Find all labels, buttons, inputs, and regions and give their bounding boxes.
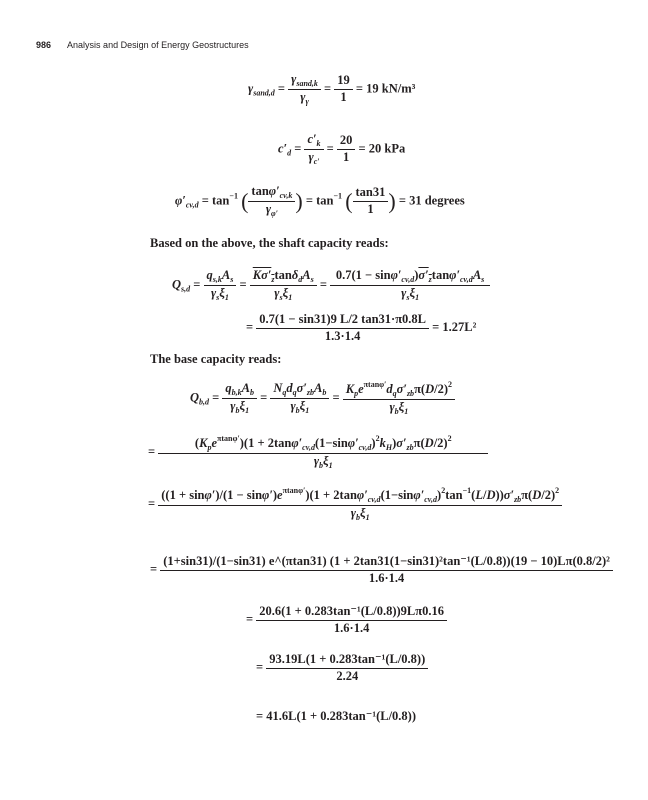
equation-base-capacity: $Q_{b,d}$ = $\frac{q_{b,k}A_b}{\gamma_b\xi_1}$ = $\frac{N_qd_q\sigma'_{zb}A_b}{\gamma_b\xi_1}$ = $\frac{K_pe^{\pi tan\varphi'}d_q\sigma'_{zb}\pi(D/2)^2}{\gamma_b\xi_1}$ [190,380,455,417]
equation-shaft-line2: = $\frac{0.7(1 - \sin 31)9 L/2 \tan 31\cdot\pi 0.8L}{1.3\cdot 1.4}$ = 1.27L² [246,312,477,343]
shaft-result: = 1.27L² [432,320,477,334]
equation-base-line4: = $\frac{\text{20.6(1 + 0.283tan⁻¹(L/0.8))9Lπ0.16}}{1.6\cdot 1.4}$ [246,604,447,636]
shaft-intro-text: Based on the above, the shaft capacity reads: [150,236,389,250]
equation-shaft-capacity: $Q_{s,d}$ = $\frac{q_{s,k}A_s}{\gamma_s\xi_1}$ = $\frac{K\sigma'_z\tan\delta_dA_s}{\gamma_s\xi_1}$ = $\frac{0.7(1 - \sin\varphi'_{cv,d})\sigma'_z\tan\varphi'_{cv,d}A_s}{\gamma_s\xi_1}$ [172,268,490,303]
cohesion-result: = 20 kPa [358,141,406,156]
equation-base-line1: = $\frac{(K_pe^{\pi tan\varphi'})(1 + 2\tan\varphi'_{cv,d}(1-\sin\varphi'_{cv,d})^2k_H)\sigma'_{zb}\pi(D/2)^2}{\gamma_b\xi_1}$ [148,434,488,471]
page-number: 986 [36,40,52,50]
phi-result: = 31 degrees [398,193,465,208]
page-header [36,40,249,50]
equation-friction-angle: $\varphi'_{cv,d} = \tan^{-1}$ ( $\frac{\tan\varphi'_{cv,k}}{\gamma_{\varphi'}}$ ) = $\tan^{-1}$ ( $\frac{\tan 31}{1}$ ) = 31 degrees [175,184,465,218]
equation-base-final: = 41.6L(1 + 0.283tan⁻¹(L/0.8)) [256,709,417,723]
base-intro-text: The base capacity reads: [150,352,282,366]
running-title: Analysis and Design of Energy Geostructures [67,40,249,50]
equation-base-line2: = $((1 + \sin\varphi')/(1 - \sin\varphi')e^{\pi tan\varphi'})(1 + 2\tan\varphi'_{cv,d}(1-\sin\varphi'_{cv,d})^2\tan^{-1}(L/D))\sigma'_{zb}\pi(D/2)^2$ $\gamma_b\xi_1$ [148,486,562,523]
equation-gamma-sand: $\gamma_{sand,d}$ = $\frac{\gamma_{sand,k}}{\gamma_\gamma}$ = $\frac{19}{1}$ = 19 kN/m³ [248,72,416,106]
equation-cohesion: $c'_d$ = $\frac{c'_k}{\gamma_{c'}}$ = $\frac{20}{1}$ = 20 kPa [278,132,406,166]
equation-base-line3: = (1+sin31)/(1−sin31) e^(πtan31) (1 + 2tan31(1−sin31)²tan⁻¹(L/0.8))(19 − 10)Lπ(0.8/2)² 1.6·1.4 [150,554,613,586]
equation-base-line5: = $\frac{\text{93.19L(1 + 0.283tan⁻¹(L/0.8))}}{2.24}$ [256,652,428,684]
gamma-result: = 19 kN/m³ [355,81,416,96]
